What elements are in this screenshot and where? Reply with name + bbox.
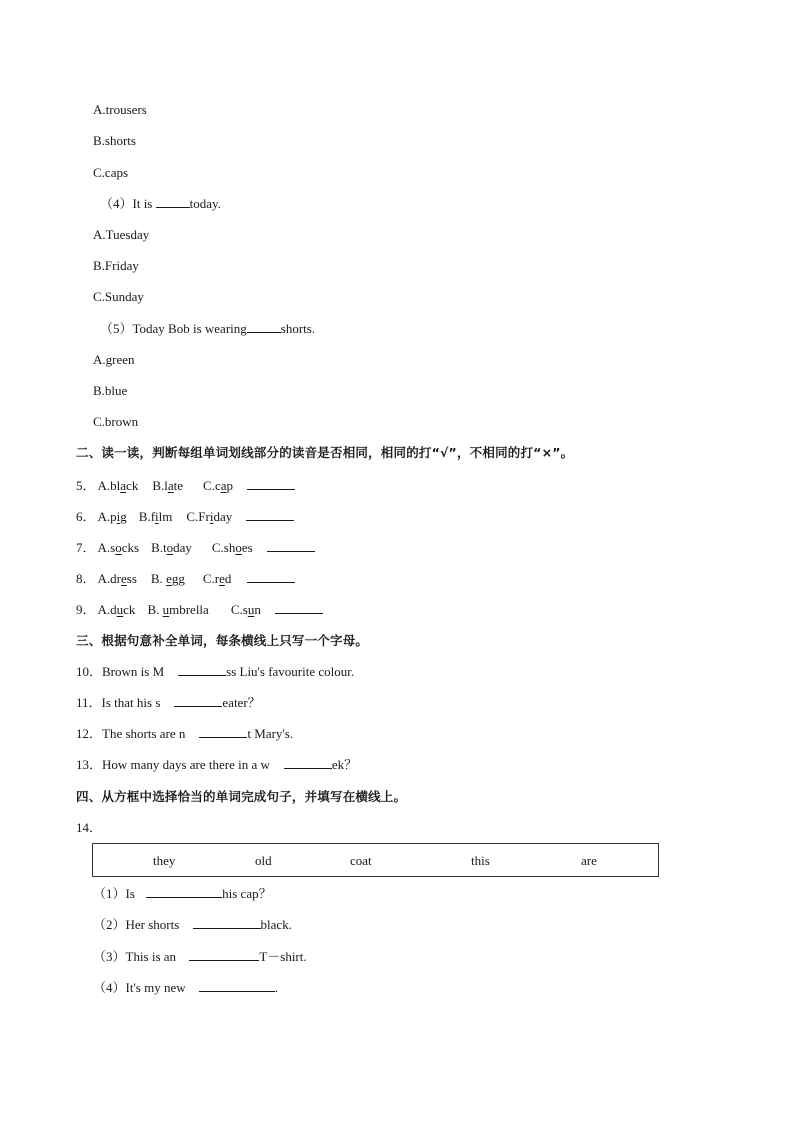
answer-blank-9[interactable] <box>275 602 323 614</box>
q3-option-a: A.trousers <box>93 102 147 117</box>
q4-blank[interactable] <box>156 196 190 208</box>
letter-blank-11[interactable] <box>174 695 222 707</box>
completion-item-12: 12．The shorts are n t Mary's. <box>76 726 294 741</box>
section3-heading: 三、根据句意补全单词，每条横线上只写一个字母。 <box>76 633 369 648</box>
word-blank-2[interactable] <box>193 917 261 929</box>
word-bank-word: coat <box>350 853 372 868</box>
letter-blank-13[interactable] <box>284 757 332 769</box>
word-bank-word: they <box>153 853 176 868</box>
word-bank-word: this <box>471 853 490 868</box>
fill-item-1: （1）Is his cap？ <box>93 886 272 901</box>
word-blank-1[interactable] <box>146 886 222 898</box>
word-bank-word: old <box>255 853 272 868</box>
section4-heading: 四、从方框中选择恰当的单词完成句子，并填写在横线上。 <box>76 789 407 804</box>
word-bank-word: are <box>581 853 597 868</box>
phonics-item-7: 7． A.socks B.today C.shoes <box>76 540 315 556</box>
q5-blank[interactable] <box>247 321 281 333</box>
q5-option-b: B.blue <box>93 383 128 398</box>
q5-suffix: shorts. <box>280 321 316 336</box>
word-blank-3[interactable] <box>189 949 259 961</box>
q5-prefix: （5）Today Bob is wearing <box>100 321 247 336</box>
q4-question <box>100 196 221 212</box>
q4-option-b: B.Friday <box>93 258 139 273</box>
question-number-14: 14． <box>76 820 103 835</box>
phonics-item-6: 6． A.pig B.film C.Friday <box>76 509 294 525</box>
phonics-item-5: 5． A.black B.late C.cap <box>76 478 295 494</box>
fill-item-4: （4）It's my new . <box>93 980 279 995</box>
q5-option-c: C.brown <box>93 414 139 429</box>
letter-blank-10[interactable] <box>178 664 226 676</box>
q4-suffix: today. <box>189 196 221 211</box>
fill-item-3: （3）This is an T－shirt. <box>93 949 307 964</box>
q3-option-b: B.shorts <box>93 133 136 148</box>
phonics-item-9: 9． A.duck B. umbrella C.sun <box>76 602 323 618</box>
answer-blank-6[interactable] <box>246 509 294 521</box>
q4-option-c: C.Sunday <box>93 289 144 304</box>
q4-option-a: A.Tuesday <box>93 227 150 242</box>
answer-blank-8[interactable] <box>247 571 295 583</box>
fill-item-2: （2）Her shorts black. <box>93 917 292 932</box>
phonics-item-8: 8． A.dress B. egg C.red <box>76 571 295 587</box>
q5-question <box>100 321 315 337</box>
completion-item-11: 11．Is that his s eater？ <box>76 695 261 710</box>
answer-blank-7[interactable] <box>267 540 315 552</box>
letter-blank-12[interactable] <box>199 726 247 738</box>
q3-option-c: C.caps <box>93 165 129 180</box>
q5-option-a: A.green <box>93 352 135 367</box>
answer-blank-5[interactable] <box>247 478 295 490</box>
word-bank-box <box>92 843 659 877</box>
completion-item-13: 13．How many days are there in a w ek？ <box>76 757 358 772</box>
completion-item-10: 10．Brown is M ss Liu's favourite colour. <box>76 664 355 679</box>
section2-heading: 二、读一读，判断每组单词划线部分的读音是否相同，相同的打“√”，不相同的打“×”。 <box>76 445 574 460</box>
q4-prefix: （4）It is <box>100 196 156 211</box>
word-blank-4[interactable] <box>199 980 275 992</box>
